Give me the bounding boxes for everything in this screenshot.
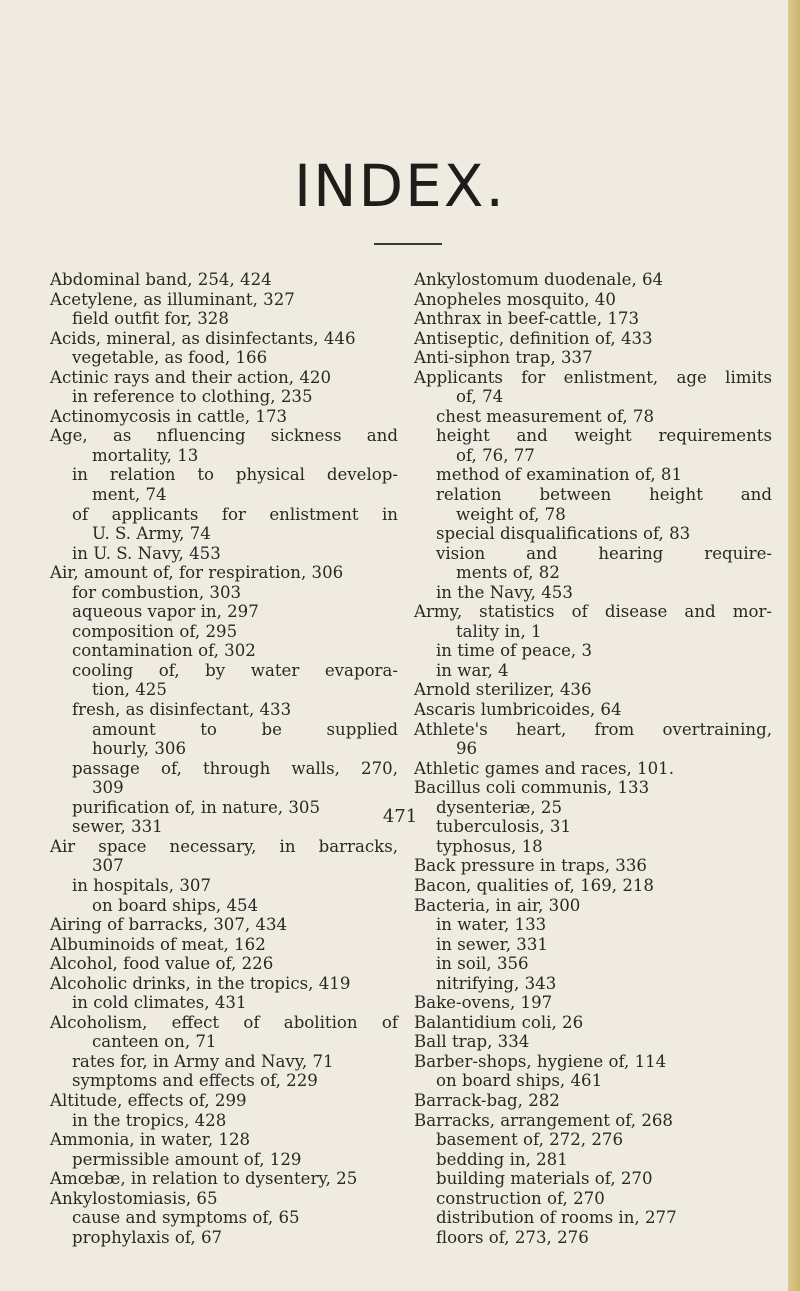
index-entry: mortality, 13 xyxy=(92,445,199,465)
index-entry: basement of, 272, 276 xyxy=(436,1130,624,1150)
index-entry: Army, statistics of disease and mor- xyxy=(414,602,772,622)
index-entry: Ankylostomiasis, 65 xyxy=(50,1188,218,1208)
index-entry: Bacillus coli communis, 133 xyxy=(414,778,650,798)
index-entry: passage of, through walls, 270, xyxy=(72,758,398,778)
index-entry: composition of, 295 xyxy=(72,621,238,641)
index-entry: Alcoholism, effect of abolition of xyxy=(50,1012,398,1032)
index-entry: Actinomycosis in cattle, 173 xyxy=(50,406,288,426)
index-entry: permissible amount of, 129 xyxy=(72,1149,302,1169)
index-entry: Athletic games and races, 101. xyxy=(414,758,675,778)
index-entry: dysenteriæ, 25 xyxy=(436,797,563,817)
index-entry: ment, 74 xyxy=(92,485,167,505)
index-entry: method of examination of, 81 xyxy=(436,465,683,485)
index-entry: Abdominal band, 254, 424 xyxy=(50,270,272,289)
index-entry: Barber-shops, hygiene of, 114 xyxy=(414,1051,667,1071)
index-entry: in sewer, 331 xyxy=(436,934,548,954)
index-entry: Arnold sterilizer, 436 xyxy=(414,680,592,700)
index-entry: Bacon, qualities of, 169, 218 xyxy=(414,875,654,895)
index-entry: chest measurement of, 78 xyxy=(436,406,655,426)
index-entry: in water, 133 xyxy=(436,915,547,935)
index-entry: tality in, 1 xyxy=(456,621,542,641)
index-entry: height and weight requirements xyxy=(436,426,772,446)
index-column-left xyxy=(50,270,398,1247)
index-entry: Back pressure in traps, 336 xyxy=(414,856,647,876)
index-entry: Airing of barracks, 307, 434 xyxy=(50,915,288,935)
index-entry: canteen on, 71 xyxy=(92,1032,217,1052)
index-entry: ments of, 82 xyxy=(456,563,560,583)
index-entry: fresh, as disinfectant, 433 xyxy=(72,700,292,720)
index-entry: in hospitals, 307 xyxy=(72,875,211,895)
index-entry: Anthrax in beef-cattle, 173 xyxy=(414,309,640,329)
page-number: 471 xyxy=(382,806,418,827)
index-entry: contamination of, 302 xyxy=(72,641,256,661)
index-entry: vision and hearing require- xyxy=(436,543,772,563)
index-entry: Anopheles mosquito, 40 xyxy=(414,289,616,309)
index-entry: Barrack-bag, 282 xyxy=(414,1090,560,1110)
index-entry: Antiseptic, definition of, 433 xyxy=(414,328,653,348)
index-entry: typhosus, 18 xyxy=(436,836,543,856)
index-entry: Ankylostomum duodenale, 64 xyxy=(414,270,664,289)
index-entry: Applicants for enlistment, age limits xyxy=(414,367,772,387)
page-title: INDEX. xyxy=(294,152,506,220)
index-entry: Ball trap, 334 xyxy=(414,1032,530,1052)
index-entry: Alcohol, food value of, 226 xyxy=(50,954,274,974)
index-entry: Anti-siphon trap, 337 xyxy=(414,348,593,368)
title-rule xyxy=(374,243,442,245)
index-entry: Alcoholic drinks, in the tropics, 419 xyxy=(50,973,351,993)
index-entry: bedding in, 281 xyxy=(436,1149,568,1169)
index-entry: Barracks, arrangement of, 268 xyxy=(414,1110,673,1130)
index-entry: of, 76, 77 xyxy=(456,445,535,465)
index-entry: in the Navy, 453 xyxy=(436,582,573,602)
index-entry: Air space necessary, in barracks, xyxy=(50,836,398,856)
index-entry: for combustion, 303 xyxy=(72,582,242,602)
index-entry: Acetylene, as illuminant, 327 xyxy=(50,289,295,309)
index-entry: Bake-ovens, 197 xyxy=(414,993,553,1013)
index-entry: aqueous vapor in, 297 xyxy=(72,602,259,622)
index-entry: in U. S. Navy, 453 xyxy=(72,543,221,563)
index-entry: Altitude, effects of, 299 xyxy=(50,1090,247,1110)
index-entry: Athlete's heart, from overtraining, xyxy=(414,719,772,739)
index-entry: Acids, mineral, as disinfectants, 446 xyxy=(50,328,356,348)
index-entry: Ascaris lumbricoides, 64 xyxy=(414,700,622,720)
index-entry: Amœbæ, in relation to dysentery, 25 xyxy=(50,1169,358,1189)
index-entry: hourly, 306 xyxy=(92,739,186,759)
index-entry: Age, as nfluencing sickness and xyxy=(50,426,398,446)
index-column-right xyxy=(414,270,772,1247)
index-entry: tion, 425 xyxy=(92,680,167,700)
index-entry: relation between height and xyxy=(436,485,772,505)
index-entry: building materials of, 270 xyxy=(436,1169,653,1189)
index-entry: construction of, 270 xyxy=(436,1188,605,1208)
index-entry: rates for, in Army and Navy, 71 xyxy=(72,1051,334,1071)
index-entry: Bacteria, in air, 300 xyxy=(414,895,581,915)
index-entry: in war, 4 xyxy=(436,660,509,680)
index-entry: sewer, 331 xyxy=(72,817,163,837)
index-entry: floors of, 273, 276 xyxy=(436,1227,589,1247)
index-entry: 96 xyxy=(456,739,478,759)
index-entry: Albuminoids of meat, 162 xyxy=(50,934,266,954)
index-entry: field outfit for, 328 xyxy=(72,309,229,329)
index-entry: 309 xyxy=(92,778,124,798)
index-entry: in relation to physical develop- xyxy=(72,465,398,485)
index-entry: Air, amount of, for respiration, 306 xyxy=(50,563,344,583)
index-entry: in reference to clothing, 235 xyxy=(72,387,313,407)
index-entry: amount to be supplied xyxy=(92,719,398,739)
index-entry: special disqualifications of, 83 xyxy=(436,524,691,544)
index-entry: cooling of, by water evapora- xyxy=(72,660,398,680)
index-entry: in soil, 356 xyxy=(436,954,529,974)
index-entry: Actinic rays and their action, 420 xyxy=(50,367,332,387)
index-entry: symptoms and effects of, 229 xyxy=(72,1071,318,1091)
index-entry: of, 74 xyxy=(456,387,504,407)
index-entry: in cold climates, 431 xyxy=(72,993,247,1013)
index-entry: Balantidium coli, 26 xyxy=(414,1012,584,1032)
index-entry: tuberculosis, 31 xyxy=(436,817,572,837)
index-entry: purification of, in nature, 305 xyxy=(72,797,320,817)
index-entry: nitrifying, 343 xyxy=(436,973,557,993)
index-entry: 307 xyxy=(92,856,124,876)
index-entry: weight of, 78 xyxy=(456,504,566,524)
index-entry: on board ships, 461 xyxy=(436,1071,603,1091)
index-entry: cause and symptoms of, 65 xyxy=(72,1208,300,1228)
index-entry: in the tropics, 428 xyxy=(72,1110,227,1130)
index-entry: U. S. Army, 74 xyxy=(92,524,211,544)
index-entry: prophylaxis of, 67 xyxy=(72,1227,223,1247)
index-entry: on board ships, 454 xyxy=(92,895,259,915)
index-entry: vegetable, as food, 166 xyxy=(72,348,268,368)
index-entry: Ammonia, in water, 128 xyxy=(50,1130,251,1150)
index-entry: in time of peace, 3 xyxy=(436,641,593,661)
index-entry: distribution of rooms in, 277 xyxy=(436,1208,677,1228)
index-entry: of applicants for enlistment in xyxy=(72,504,398,524)
